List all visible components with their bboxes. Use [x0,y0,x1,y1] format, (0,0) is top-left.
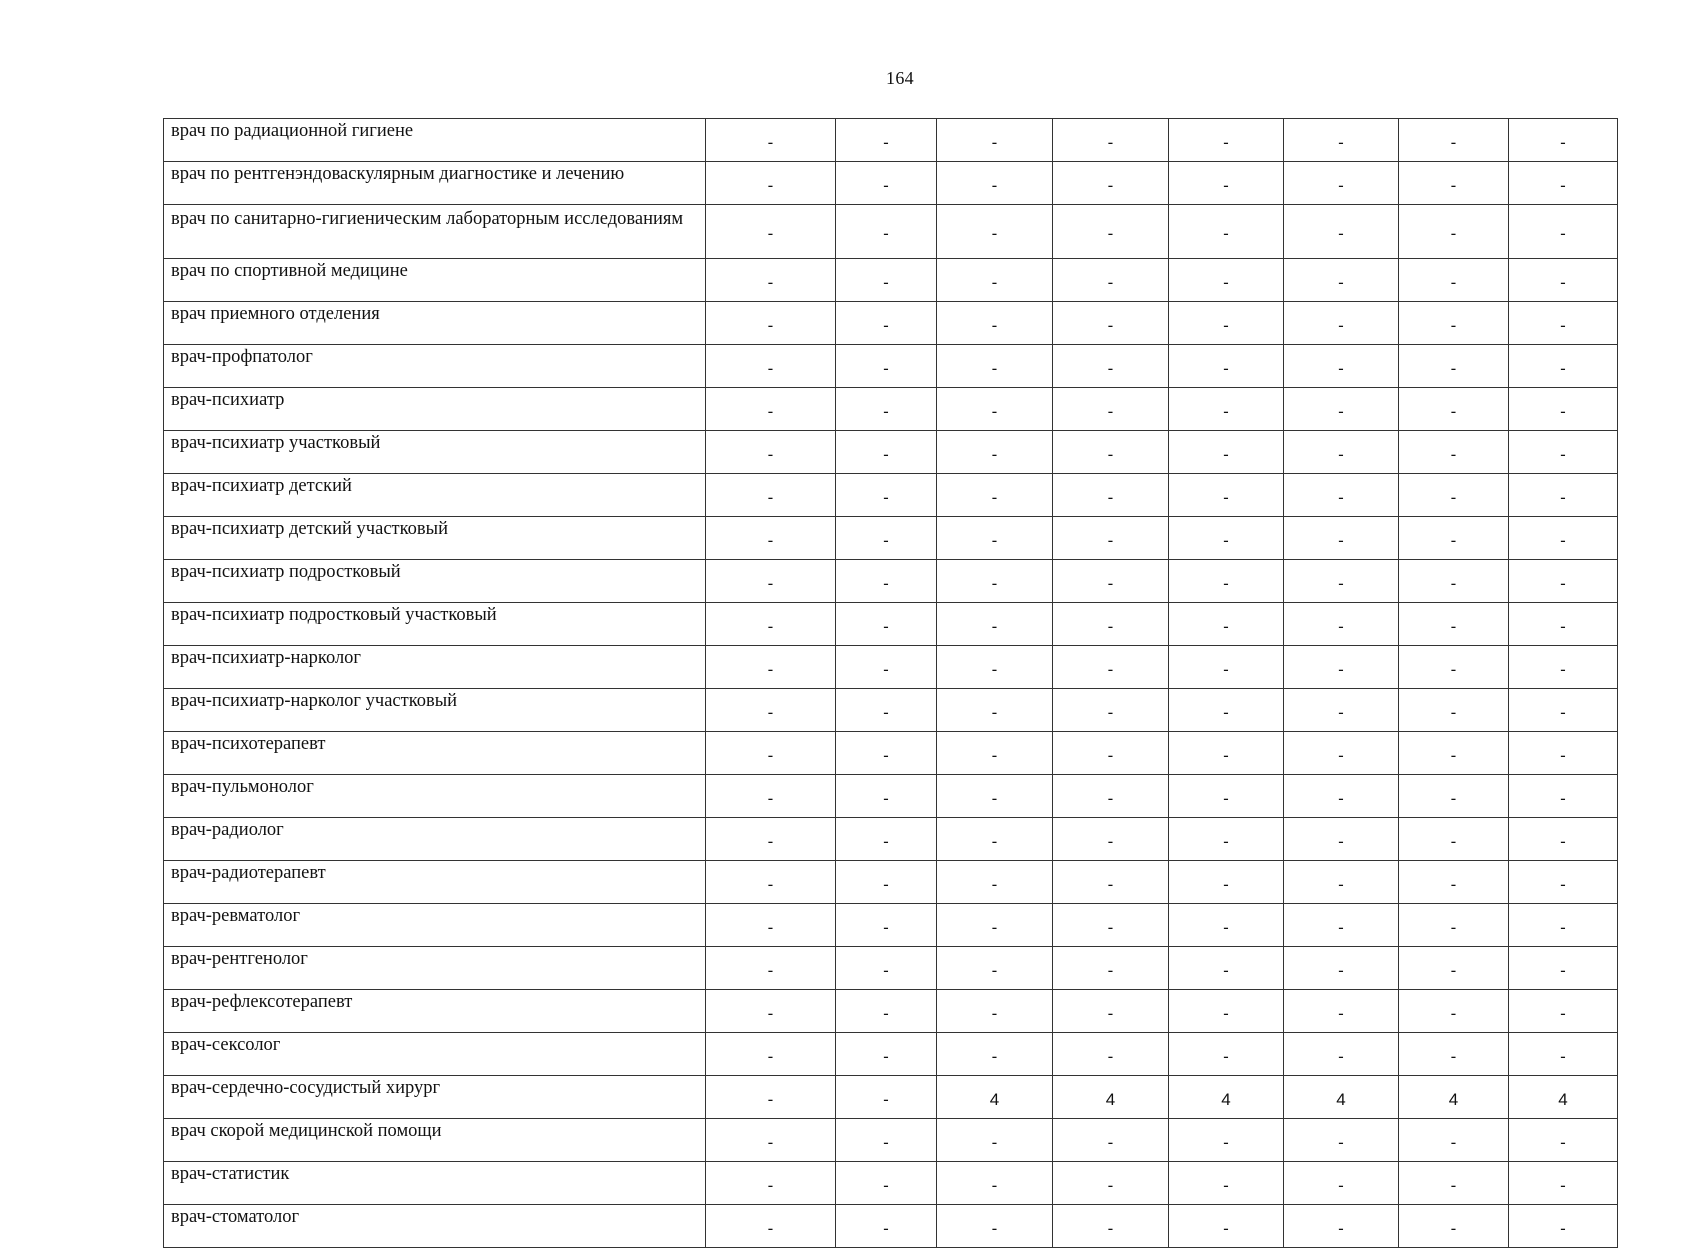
value-cell: - [1509,302,1618,345]
value-cell: - [1169,732,1284,775]
value-cell: - [1169,517,1284,560]
value-cell: - [1284,205,1399,259]
value-cell: - [1284,1205,1399,1248]
value-cell: - [706,689,836,732]
position-name-cell: врач-радиолог [164,818,706,861]
value-cell: - [836,861,937,904]
value-cell: - [937,818,1053,861]
value-cell: - [1399,646,1509,689]
table-row [164,345,1618,388]
table-row [164,861,1618,904]
value-cell: - [1399,1033,1509,1076]
value-cell: - [1053,689,1169,732]
value-cell: - [1509,689,1618,732]
value-cell: - [1284,162,1399,205]
value-cell: - [1169,345,1284,388]
value-cell: - [1169,603,1284,646]
table-row [164,1076,1618,1119]
value-cell: - [1399,302,1509,345]
value-cell: - [1399,388,1509,431]
position-name-cell: врач-психотерапевт [164,732,706,775]
value-cell: - [1284,560,1399,603]
value-cell: - [836,947,937,990]
page-number: 164 [886,68,914,88]
value-cell: - [1399,431,1509,474]
value-cell: - [1169,904,1284,947]
value-cell: - [1284,646,1399,689]
value-cell: - [706,861,836,904]
value-cell: - [1399,775,1509,818]
value-cell: - [1509,1033,1618,1076]
value-cell: - [706,775,836,818]
table-row [164,947,1618,990]
position-name-cell: врач-психиатр-нарколог участковый [164,689,706,732]
table-row [164,302,1618,345]
value-cell: - [1399,162,1509,205]
value-cell: - [1053,1033,1169,1076]
value-cell: - [1509,775,1618,818]
value-cell: - [706,1119,836,1162]
value-cell: - [1509,861,1618,904]
value-cell: - [937,603,1053,646]
value-cell: - [937,775,1053,818]
value-cell: - [706,431,836,474]
value-cell: - [1053,904,1169,947]
position-name-cell: врач-психиатр-нарколог [164,646,706,689]
position-name-cell: врач-пульмонолог [164,775,706,818]
value-cell: - [1509,947,1618,990]
value-cell: - [1053,119,1169,162]
value-cell: - [1169,302,1284,345]
value-cell: - [706,646,836,689]
value-cell: - [937,162,1053,205]
value-cell: - [1053,431,1169,474]
value-cell: - [1053,345,1169,388]
value-cell: - [937,119,1053,162]
value-cell: - [706,1076,836,1119]
value-cell: - [706,1033,836,1076]
value-cell: - [937,1162,1053,1205]
position-name-cell: врач по санитарно-гигиеническим лабораторным исследованиям [164,205,706,259]
value-cell: - [937,205,1053,259]
value-cell: - [1509,474,1618,517]
value-cell: 4 [1509,1076,1618,1119]
value-cell: - [706,517,836,560]
value-cell: 4 [1399,1076,1509,1119]
value-cell: - [1509,388,1618,431]
staffing-table [163,118,1618,1248]
table-row [164,1162,1618,1205]
position-name-cell: врач-сексолог [164,1033,706,1076]
position-name-cell: врач скорой медицинской помощи [164,1119,706,1162]
position-name-cell: врач-стоматолог [164,1205,706,1248]
value-cell: - [706,345,836,388]
value-cell: - [1509,1205,1618,1248]
value-cell: - [836,646,937,689]
table-row [164,1119,1618,1162]
value-cell: - [1169,474,1284,517]
value-cell: - [1284,474,1399,517]
value-cell: - [1284,345,1399,388]
value-cell: - [1399,732,1509,775]
value-cell: - [1399,205,1509,259]
position-name-cell: врач-психиатр детский [164,474,706,517]
position-name-cell: врач-психиатр подростковый [164,560,706,603]
value-cell: - [937,259,1053,302]
value-cell: - [836,1119,937,1162]
value-cell: - [836,431,937,474]
value-cell: - [706,1162,836,1205]
value-cell: - [1169,818,1284,861]
table-row [164,689,1618,732]
table-row [164,162,1618,205]
position-name-cell: врач-рентгенолог [164,947,706,990]
value-cell: - [937,431,1053,474]
value-cell: - [706,990,836,1033]
value-cell: - [836,1205,937,1248]
value-cell: - [1399,990,1509,1033]
value-cell: - [937,861,1053,904]
value-cell: - [1509,119,1618,162]
value-cell: - [937,302,1053,345]
value-cell: - [1053,603,1169,646]
value-cell: - [1053,947,1169,990]
table-row [164,517,1618,560]
table-row [164,388,1618,431]
table-row [164,818,1618,861]
value-cell: - [706,818,836,861]
value-cell: - [836,517,937,560]
value-cell: - [706,732,836,775]
value-cell: - [706,1205,836,1248]
value-cell: - [1399,904,1509,947]
value-cell: - [1509,431,1618,474]
value-cell: - [1169,689,1284,732]
value-cell: - [1169,1162,1284,1205]
value-cell: - [1399,517,1509,560]
position-name-cell: врач-рефлексотерапевт [164,990,706,1033]
value-cell: - [1284,603,1399,646]
value-cell: - [1509,818,1618,861]
value-cell: - [836,775,937,818]
value-cell: - [1053,1119,1169,1162]
value-cell: - [706,259,836,302]
value-cell: - [836,162,937,205]
value-cell: - [836,259,937,302]
value-cell: - [1284,1119,1399,1162]
value-cell: - [836,1076,937,1119]
value-cell: - [1399,689,1509,732]
value-cell: - [1399,603,1509,646]
value-cell: - [1509,259,1618,302]
value-cell: - [1509,560,1618,603]
value-cell: - [836,732,937,775]
value-cell: - [706,474,836,517]
value-cell: - [836,689,937,732]
table-row [164,119,1618,162]
value-cell: 4 [937,1076,1053,1119]
value-cell: - [1053,302,1169,345]
value-cell: - [1053,1205,1169,1248]
value-cell: - [937,1205,1053,1248]
value-cell: - [1053,517,1169,560]
value-cell: - [1509,1162,1618,1205]
value-cell: - [1399,345,1509,388]
value-cell: - [1169,990,1284,1033]
value-cell: - [836,818,937,861]
value-cell: - [1053,474,1169,517]
value-cell: - [836,603,937,646]
position-name-cell: врач-психиатр [164,388,706,431]
value-cell: - [1399,560,1509,603]
value-cell: - [937,689,1053,732]
table-row [164,990,1618,1033]
value-cell: - [1509,646,1618,689]
value-cell: - [1284,259,1399,302]
value-cell: - [937,474,1053,517]
value-cell: - [1284,861,1399,904]
table-row [164,646,1618,689]
table-row [164,474,1618,517]
value-cell: - [1053,162,1169,205]
value-cell: - [836,1033,937,1076]
position-name-cell: врач-статистик [164,1162,706,1205]
table-row [164,904,1618,947]
value-cell: - [1509,1119,1618,1162]
value-cell: - [1053,861,1169,904]
value-cell: - [1399,119,1509,162]
position-name-cell: врач приемного отделения [164,302,706,345]
table-body [164,119,1618,1248]
value-cell: - [1399,818,1509,861]
value-cell: - [706,603,836,646]
value-cell: - [1169,560,1284,603]
value-cell: - [836,388,937,431]
value-cell: - [1399,1162,1509,1205]
value-cell: - [1169,1205,1284,1248]
value-cell: - [1399,861,1509,904]
value-cell: - [937,732,1053,775]
value-cell: - [706,904,836,947]
value-cell: - [1169,431,1284,474]
value-cell: 4 [1284,1076,1399,1119]
position-name-cell: врач по радиационной гигиене [164,119,706,162]
value-cell: - [1053,259,1169,302]
table-row [164,732,1618,775]
value-cell: - [937,388,1053,431]
position-name-cell: врач-психиатр участковый [164,431,706,474]
value-cell: - [1053,775,1169,818]
table-row [164,259,1618,302]
value-cell: - [1284,904,1399,947]
value-cell: - [706,162,836,205]
value-cell: - [937,1119,1053,1162]
table-row [164,775,1618,818]
value-cell: - [836,119,937,162]
value-cell: - [1509,162,1618,205]
value-cell: - [706,947,836,990]
value-cell: - [706,560,836,603]
value-cell: - [1169,646,1284,689]
value-cell: - [1169,861,1284,904]
value-cell: - [1169,119,1284,162]
value-cell: 4 [1169,1076,1284,1119]
value-cell: - [1399,474,1509,517]
value-cell: - [1169,259,1284,302]
table-row [164,603,1618,646]
value-cell: - [1284,431,1399,474]
value-cell: - [1509,517,1618,560]
value-cell: - [1169,947,1284,990]
table-row [164,431,1618,474]
position-name-cell: врач-радиотерапевт [164,861,706,904]
value-cell: - [937,947,1053,990]
value-cell: - [1169,388,1284,431]
value-cell: - [937,560,1053,603]
value-cell: - [1399,1205,1509,1248]
value-cell: - [937,904,1053,947]
table-row [164,560,1618,603]
value-cell: - [1509,603,1618,646]
value-cell: - [937,517,1053,560]
value-cell: - [1053,646,1169,689]
value-cell: - [1509,904,1618,947]
value-cell: - [1284,1162,1399,1205]
value-cell: - [937,345,1053,388]
value-cell: - [1053,990,1169,1033]
table-row [164,205,1618,259]
value-cell: - [1284,388,1399,431]
value-cell: - [1509,205,1618,259]
value-cell: - [1284,517,1399,560]
value-cell: - [1169,162,1284,205]
value-cell: - [1284,1033,1399,1076]
value-cell: - [1169,205,1284,259]
value-cell: - [1284,990,1399,1033]
position-name-cell: врач-профпатолог [164,345,706,388]
value-cell: - [937,1033,1053,1076]
value-cell: - [1053,732,1169,775]
value-cell: - [1169,1033,1284,1076]
value-cell: - [836,474,937,517]
position-name-cell: врач-сердечно-сосудистый хирург [164,1076,706,1119]
value-cell: - [836,560,937,603]
value-cell: - [1169,775,1284,818]
value-cell: - [836,1162,937,1205]
value-cell: - [1284,302,1399,345]
value-cell: - [836,345,937,388]
value-cell: - [1284,818,1399,861]
table-row [164,1205,1618,1248]
value-cell: - [1053,388,1169,431]
value-cell: 4 [1053,1076,1169,1119]
value-cell: - [937,990,1053,1033]
value-cell: - [1053,818,1169,861]
value-cell: - [1284,732,1399,775]
position-name-cell: врач по рентгенэндоваскулярным диагностике и лечению [164,162,706,205]
value-cell: - [1399,1119,1509,1162]
value-cell: - [836,990,937,1033]
position-name-cell: врач-психиатр детский участковый [164,517,706,560]
value-cell: - [706,302,836,345]
value-cell: - [1053,560,1169,603]
value-cell: - [836,205,937,259]
value-cell: - [1284,119,1399,162]
value-cell: - [836,904,937,947]
value-cell: - [1169,1119,1284,1162]
value-cell: - [1509,345,1618,388]
value-cell: - [1509,990,1618,1033]
value-cell: - [1509,732,1618,775]
position-name-cell: врач-психиатр подростковый участковый [164,603,706,646]
value-cell: - [1399,947,1509,990]
value-cell: - [1284,775,1399,818]
value-cell: - [937,646,1053,689]
position-name-cell: врач по спортивной медицине [164,259,706,302]
value-cell: - [836,302,937,345]
value-cell: - [1053,1162,1169,1205]
value-cell: - [706,205,836,259]
value-cell: - [1399,259,1509,302]
value-cell: - [706,119,836,162]
value-cell: - [1053,205,1169,259]
position-name-cell: врач-ревматолог [164,904,706,947]
value-cell: - [1284,947,1399,990]
table-row [164,1033,1618,1076]
value-cell: - [706,388,836,431]
value-cell: - [1284,689,1399,732]
